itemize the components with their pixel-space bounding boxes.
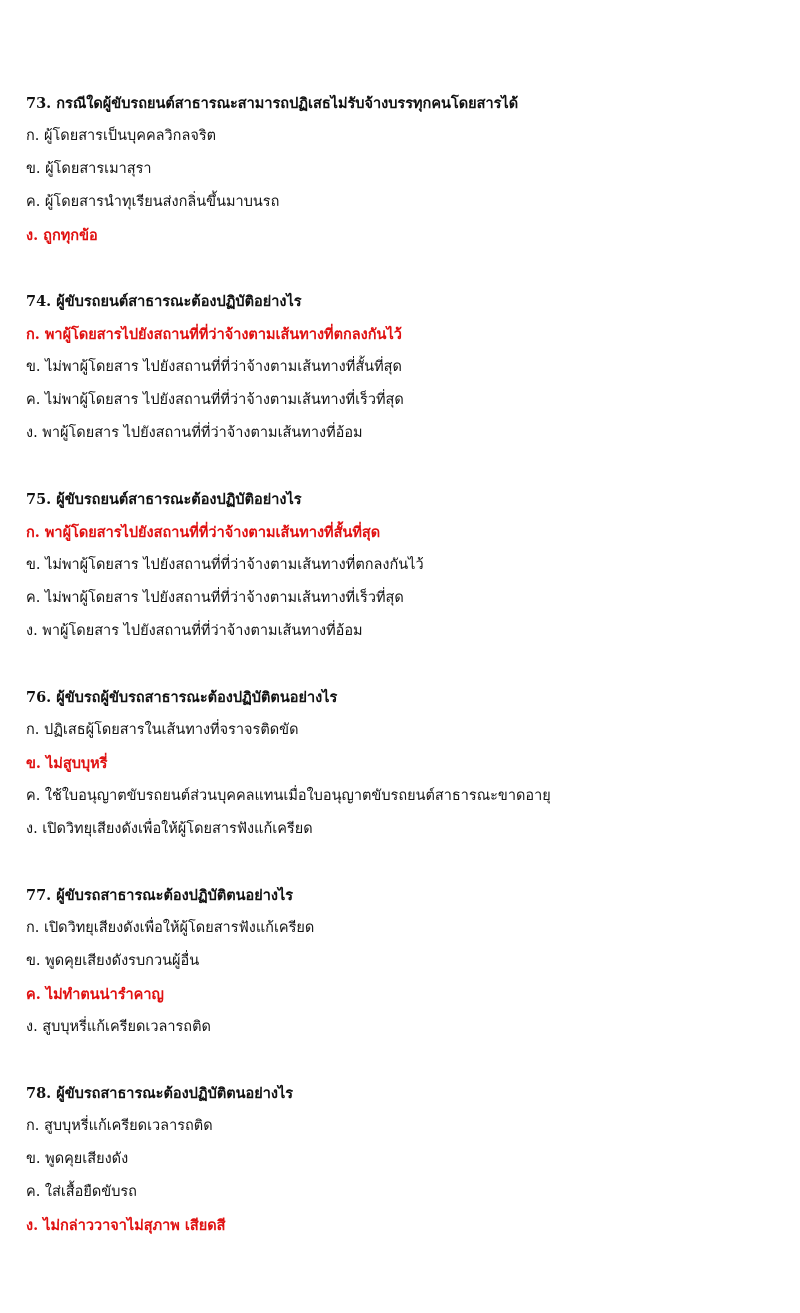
question-76	[26, 681, 786, 846]
question-75	[26, 483, 786, 648]
option-d: ง. พาผู้โดยสาร ไปยังสถานที่ที่ว่าจ้างตามเส้นทางที่อ้อม	[26, 623, 363, 639]
question-title: 75. ผู้ขับรถยนต์สาธารณะต้องปฏิบัติอย่างไร	[26, 491, 302, 508]
question-title: 73. กรณีใดผู้ขับรถยนต์สาธารณะสามารถปฏิเสธไม่รับจ้างบรรทุกคนโดยสารได้	[26, 95, 519, 112]
option-b: ข. พูดคุยเสียงดัง	[26, 1151, 129, 1167]
option-b: ข. ไม่พาผู้โดยสาร ไปยังสถานที่ที่ว่าจ้างตามเส้นทางที่ตกลงกันไว้	[26, 557, 424, 573]
option-c: ค. ใส่เสื้อยืดขับรถ	[26, 1184, 137, 1200]
question-title: 78. ผู้ขับรถสาธารณะต้องปฏิบัติตนอย่างไร	[26, 1085, 294, 1102]
question-77	[26, 879, 786, 1044]
question-title: 76. ผู้ขับรถผู้ขับรถสาธารณะต้องปฏิบัติตนอย่างไร	[26, 689, 338, 706]
option-b: ข. พูดคุยเสียงดังรบกวนผู้อื่น	[26, 953, 200, 969]
option-b-correct: ข. ไม่สูบบุหรี่	[26, 755, 108, 772]
option-c: ค. ไม่พาผู้โดยสาร ไปยังสถานที่ที่ว่าจ้างตามเส้นทางที่เร็วที่สุด	[26, 392, 404, 408]
option-a: ก. ปฏิเสธผู้โดยสารในเส้นทางที่จราจรติดขัด	[26, 722, 299, 738]
question-74	[26, 285, 786, 450]
option-d-correct: ง. ถูกทุกข้อ	[26, 227, 98, 244]
question-78	[26, 1077, 786, 1242]
option-a-correct: ก. พาผู้โดยสารไปยังสถานที่ที่ว่าจ้างตามเส้นทางที่ตกลงกันไว้	[26, 326, 402, 343]
question-title: 74. ผู้ขับรถยนต์สาธารณะต้องปฏิบัติอย่างไร	[26, 293, 302, 310]
option-c: ค. ไม่พาผู้โดยสาร ไปยังสถานที่ที่ว่าจ้างตามเส้นทางที่เร็วที่สุด	[26, 590, 404, 606]
option-c-correct: ค. ไม่ทำตนน่ารำคาญ	[26, 986, 164, 1003]
option-a: ก. เปิดวิทยุเสียงดังเพื่อให้ผู้โดยสารฟังแก้เครียด	[26, 920, 315, 936]
question-73	[26, 87, 786, 252]
option-a: ก. สูบบุหรี่แก้เครียดเวลารถติด	[26, 1118, 213, 1134]
option-d: ง. เปิดวิทยุเสียงดังเพื่อให้ผู้โดยสารฟังแก้เครียด	[26, 821, 313, 837]
option-d: ง. พาผู้โดยสาร ไปยังสถานที่ที่ว่าจ้างตามเส้นทางที่อ้อม	[26, 425, 363, 441]
option-a: ก. ผู้โดยสารเป็นบุคคลวิกลจริต	[26, 128, 217, 144]
option-c: ค. ใช้ใบอนุญาตขับรถยนต์ส่วนบุคคลแทนเมื่อใบอนุญาตขับรถยนต์สาธารณะขาดอายุ	[26, 788, 551, 804]
option-b: ข. ไม่พาผู้โดยสาร ไปยังสถานที่ที่ว่าจ้างตามเส้นทางที่สั้นที่สุด	[26, 359, 402, 375]
option-d-correct: ง. ไม่กล่าววาจาไม่สุภาพ เสียดสี	[26, 1217, 226, 1234]
option-c: ค. ผู้โดยสารนำทุเรียนส่งกลิ่นขึ้นมาบนรถ	[26, 194, 280, 210]
option-a-correct: ก. พาผู้โดยสารไปยังสถานที่ที่ว่าจ้างตามเส้นทางที่สั้นที่สุด	[26, 524, 381, 541]
option-b: ข. ผู้โดยสารเมาสุรา	[26, 161, 152, 177]
question-title: 77. ผู้ขับรถสาธารณะต้องปฏิบัติตนอย่างไร	[26, 887, 294, 904]
option-d: ง. สูบบุหรี่แก้เครียดเวลารถติด	[26, 1019, 211, 1035]
